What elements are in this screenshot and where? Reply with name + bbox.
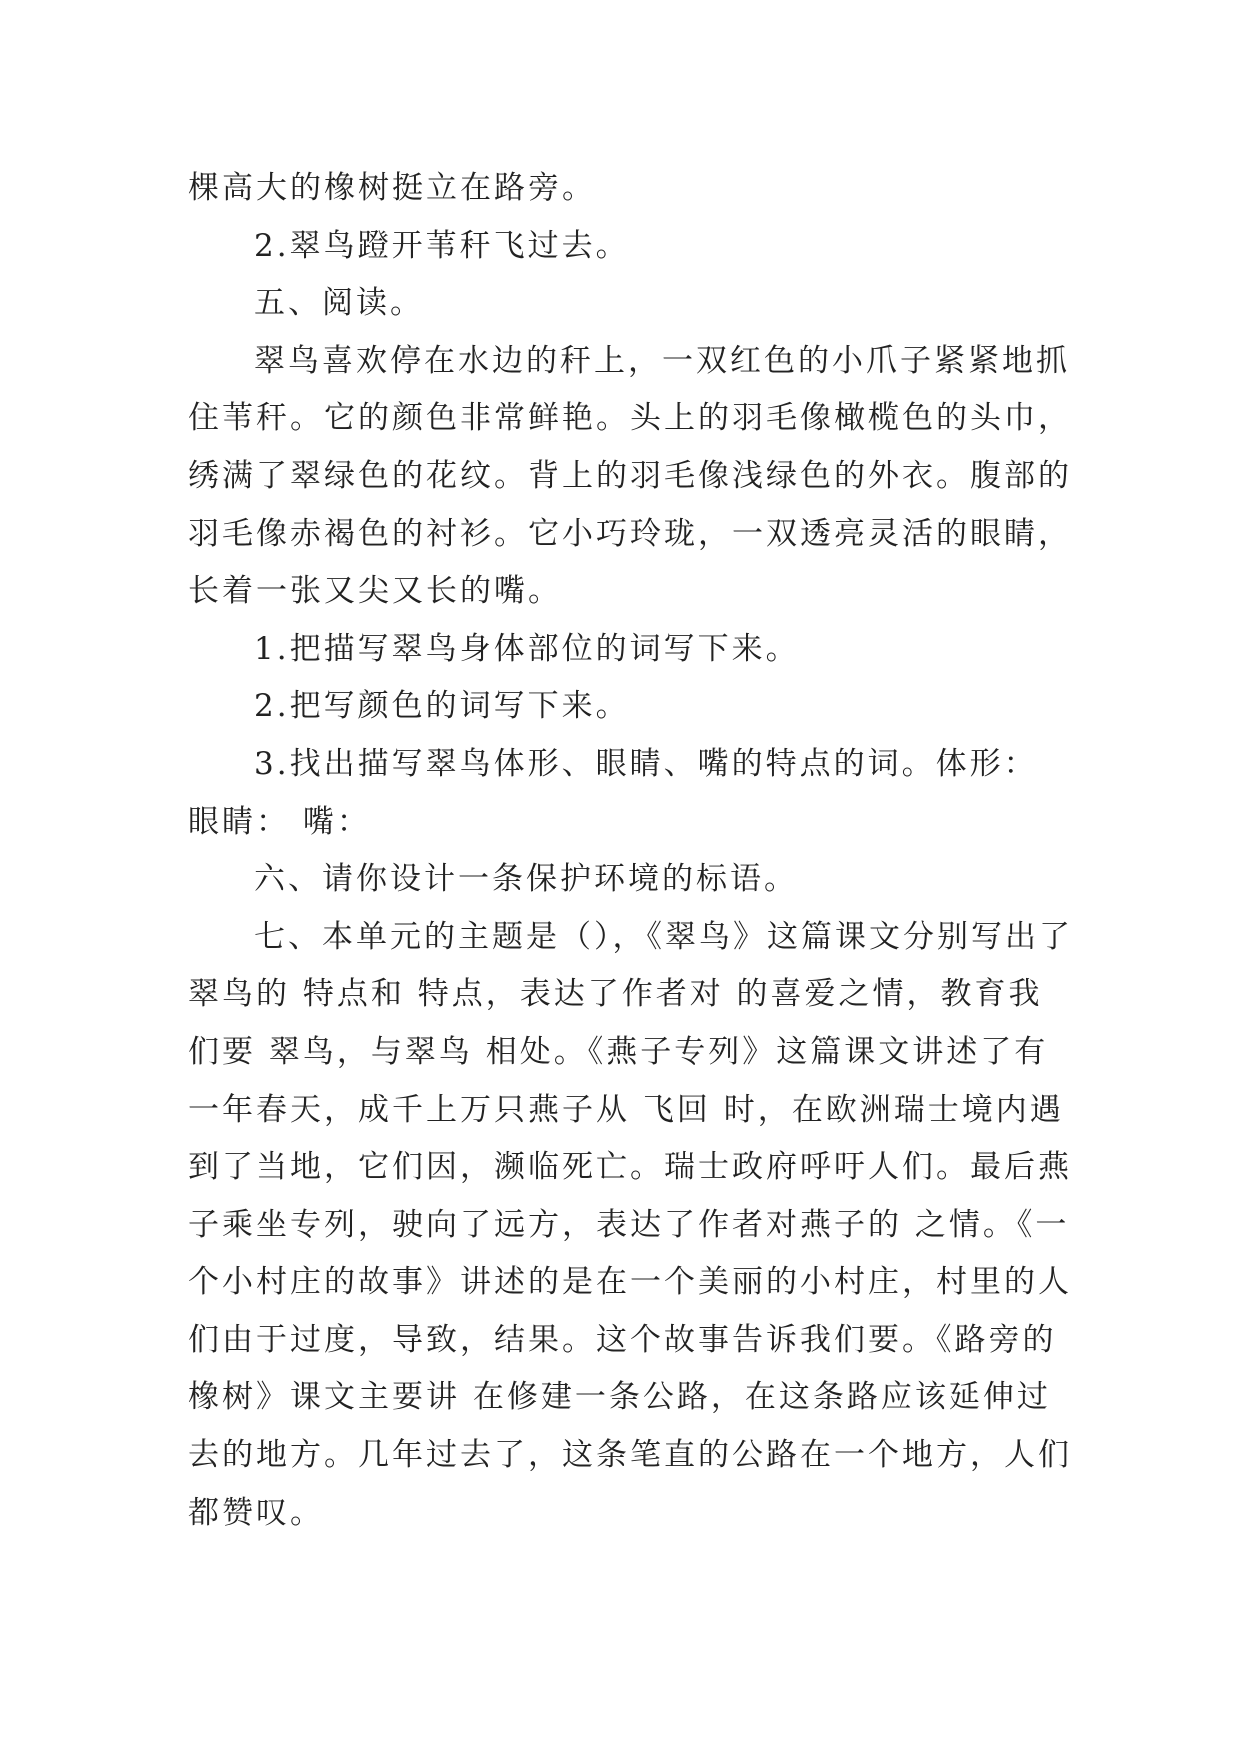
text-line: 翠鸟的 特点和 特点，表达了作者对 的喜爱之情，教育我 bbox=[188, 976, 1043, 1013]
text-line: 住苇秆。它的颜色非常鲜艳。头上的羽毛像橄榄色的头巾， bbox=[188, 400, 1072, 437]
text-line: 到了当地，它们因，濒临死亡。瑞士政府呼吁人们。最后燕 bbox=[188, 1149, 1072, 1186]
text-line: 个小村庄的故事》讲述的是在一个美丽的小村庄，村里的人 bbox=[188, 1264, 1072, 1301]
text-line: 翠鸟喜欢停在水边的秆上，一双红色的小爪子紧紧地抓 bbox=[254, 342, 1070, 379]
text-line: 子乘坐专列，驶向了远方，表达了作者对燕子的 之情。《一 bbox=[188, 1206, 1070, 1243]
text-line: 橡树》课文主要讲 在修建一条公路，在这条路应该延伸过 bbox=[188, 1379, 1051, 1416]
text-line: 一年春天，成千上万只燕子从 飞回 时，在欧洲瑞士境内遇 bbox=[188, 1091, 1064, 1128]
text-line: 六、请你设计一条保护环境的标语。 bbox=[254, 861, 798, 898]
text-line: 2.翠鸟蹬开苇秆飞过去。 bbox=[254, 227, 630, 264]
text-line: 长着一张又尖又长的嘴。 bbox=[188, 573, 562, 610]
text-line: 棵高大的橡树挺立在路旁。 bbox=[188, 170, 596, 206]
text-line: 1.把描写翠鸟身体部位的词写下来。 bbox=[254, 630, 800, 667]
text-line: 绣满了翠绿色的花纹。背上的羽毛像浅绿色的外衣。腹部的 bbox=[188, 457, 1072, 494]
text-line: 去的地方。几年过去了，这条笔直的公路在一个地方，人们 bbox=[188, 1437, 1072, 1474]
text-line: 羽毛像赤褐色的衬衫。它小巧玲珑，一双透亮灵活的眼睛， bbox=[188, 515, 1072, 552]
text-line: 3.找出描写翠鸟体形、眼睛、嘴的特点的词。体形： bbox=[254, 745, 1038, 782]
text-line: 七、本单元的主题是（），《翠鸟》这篇课文分别写出了 bbox=[254, 918, 1073, 955]
text-line: 们由于过度，导致，结果。这个故事告诉我们要。《路旁的 bbox=[188, 1321, 1057, 1358]
text-line: 2.把写颜色的词写下来。 bbox=[254, 688, 630, 725]
text-line: 们要 翠鸟，与翠鸟 相处。《燕子专列》这篇课文讲述了有 bbox=[188, 1033, 1049, 1070]
text-line: 眼睛： 嘴： bbox=[188, 803, 371, 840]
text-line: 五、阅读。 bbox=[254, 285, 424, 322]
text-line: 都赞叹。 bbox=[188, 1494, 324, 1531]
document-body bbox=[188, 160, 1073, 1542]
